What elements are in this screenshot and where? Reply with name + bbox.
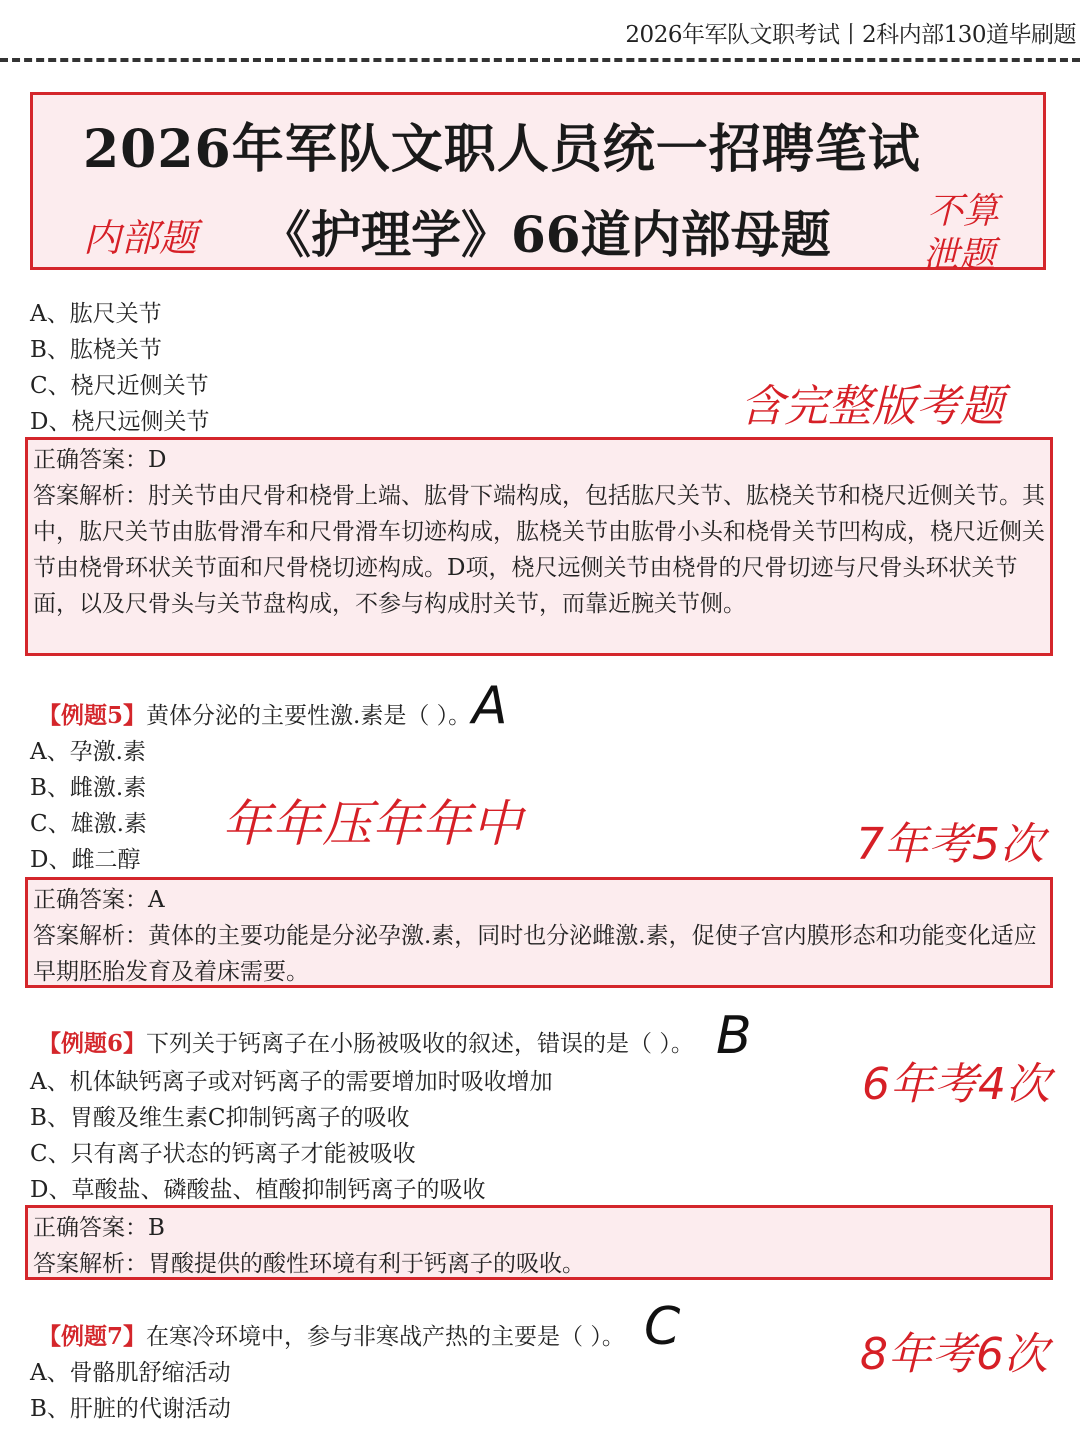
q7-stem-text: 在寒冷环境中，参与非寒战产热的主要是（ ）。 — [146, 1324, 625, 1350]
q4-option-a: A、肱尺关节 — [30, 301, 162, 327]
page-subtitle: 《护理学》66道内部母题 — [261, 205, 831, 264]
q6-handwritten-answer: B — [716, 1006, 752, 1066]
q6-correct-answer: 正确答案：B — [33, 1215, 165, 1241]
q5-handwritten-answer: A — [472, 676, 508, 736]
q5-analysis: 答案解析：黄体的主要功能是分泌孕激.素，同时也分泌雌激.素，促使子宫内膜形态和功能变化适应早期胚胎发育及着床需要。 — [33, 923, 1037, 985]
q4-answer-box — [25, 437, 1053, 656]
q5-tag: 【例题5】 — [38, 702, 147, 729]
q5-option-c: C、雄激.素 — [30, 811, 147, 837]
q5-option-d: D、雌二醇 — [30, 847, 141, 873]
q5-stem-text: 黄体分泌的主要性激.素是（ ）。 — [146, 703, 472, 729]
q5-note-handwriting: 年年压年年中 — [222, 795, 522, 853]
q6-option-a: A、机体缺钙离子或对钙离子的需要增加时吸收增加 — [30, 1069, 553, 1095]
q4-option-c: C、桡尺近侧关节 — [30, 373, 209, 399]
q6-option-c: C、只有离子状态的钙离子才能被吸收 — [30, 1141, 416, 1167]
q4-correct-answer: 正确答案：D — [33, 447, 167, 473]
q7-option-b: B、肝脏的代谢活动 — [30, 1396, 231, 1422]
q5-correct-answer: 正确答案：A — [33, 887, 165, 913]
q7-stem — [38, 1318, 625, 1351]
q6-option-d: D、草酸盐、磷酸盐、植酸抑制钙离子的吸收 — [30, 1177, 486, 1203]
title-box — [30, 92, 1046, 276]
q6-answer-box — [25, 1205, 1053, 1280]
q6-frequency-handwriting: 6年考4次 — [862, 1059, 1050, 1110]
q6-tag: 【例题6】 — [38, 1030, 147, 1057]
page-title: 2026年军队文职人员统一招聘笔试 — [83, 119, 921, 180]
q5-stem — [38, 697, 471, 730]
q7-tag: 【例题7】 — [38, 1323, 147, 1350]
q7-option-a: A、骨骼肌舒缩活动 — [30, 1360, 231, 1386]
q4-analysis: 答案解析：肘关节由尺骨和桡骨上端、肱骨下端构成，包括肱尺关节、肱桡关节和桡尺近侧关节。其中，肱尺关节由肱骨滑车和尺骨滑车切迹构成，肱桡关节由肱骨小头和桡骨关节凹构成，桡尺近侧关节由桡骨环状关节面和尺骨桡切迹构成。D项，桡尺远侧关节由桡骨的尺骨切迹与尺骨头环状关节面，以及尺骨头与关节盘构成，不参与构成肘关节，而靠近腕关节侧。 — [33, 483, 1045, 617]
q5-option-a: A、孕激.素 — [30, 739, 146, 765]
q6-stem — [38, 1025, 694, 1058]
q6-option-b: B、胃酸及维生素C抑制钙离子的吸收 — [30, 1105, 410, 1131]
q7-handwritten-answer: C — [644, 1297, 681, 1357]
banner-text: 2026年军队文职考试丨2科内部130道毕刷题 — [625, 22, 1076, 48]
q5-frequency-handwriting: 7年考5次 — [856, 819, 1044, 870]
q7-frequency-handwriting: 8年考6次 — [860, 1329, 1048, 1380]
stamp-line2-handwriting: 泄题 — [922, 235, 995, 276]
q5-option-b: B、雌激.素 — [30, 775, 147, 801]
q4-option-b: B、肱桡关节 — [30, 337, 162, 363]
q6-analysis: 答案解析：胃酸提供的酸性环境有利于钙离子的吸收。 — [33, 1251, 585, 1277]
full-version-note-handwriting: 含完整版考题 — [740, 381, 1004, 432]
stamp-line1-handwriting: 不算 — [926, 191, 999, 232]
internal-tag-handwriting: 内部题 — [83, 216, 198, 260]
top-banner — [0, 0, 1080, 50]
q5-answer-box — [25, 877, 1053, 988]
dashed-divider — [0, 58, 1080, 62]
q6-stem-text: 下列关于钙离子在小肠被吸收的叙述，错误的是（ ）。 — [146, 1031, 694, 1057]
q4-option-d: D、桡尺远侧关节 — [30, 409, 210, 435]
